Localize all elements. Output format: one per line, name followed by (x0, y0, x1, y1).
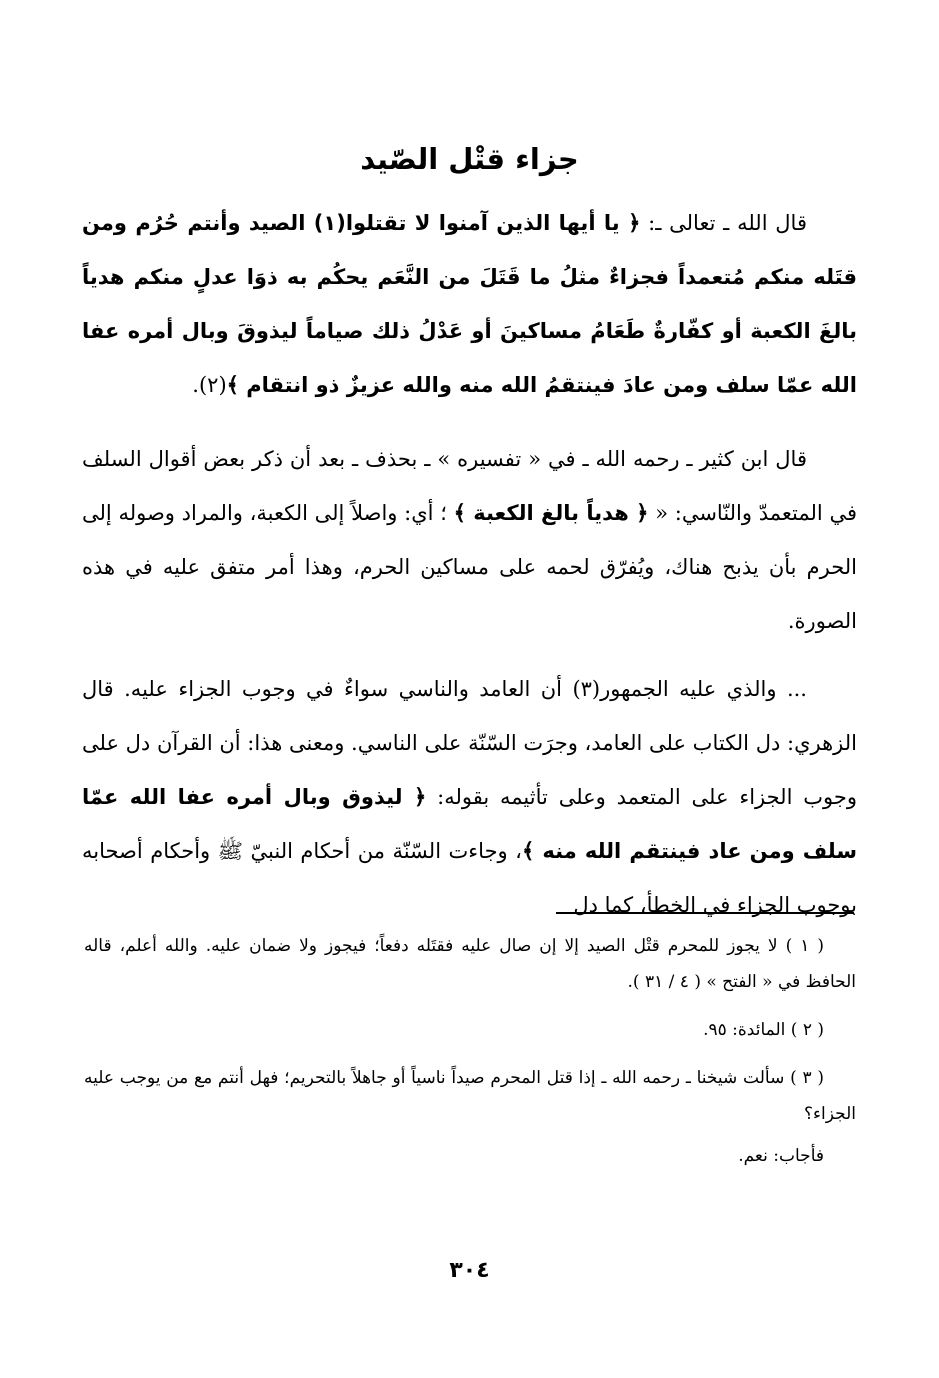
paragraph-text: ... والذي عليه الجمهور(٣) أن العامد والناسي سواءٌ في وجوب الجزاء عليه. قال الزهري: دل الكتاب على العامد، وجرَت السّنّة على الناسي. ومعنى هذا: أن القرآن دل على وجوب الجزاء على المتعمد وعلى تأثيمه بقوله: (82, 677, 857, 809)
verse-intro: قال الله ـ تعالى ـ: (640, 211, 807, 235)
page-number: ٣٠٤ (449, 1258, 490, 1283)
paragraph-ibn-kathir (82, 432, 857, 648)
footnotes (84, 928, 856, 1186)
quran-quote: ﴿ ليذوق وبال أمره عفا الله عمّا سلف ومن عاد فينتقم الله منه ﴾ (82, 785, 857, 863)
paragraph-jumhur (82, 662, 857, 932)
footnote-3-answer: فأجاب: نعم. (738, 1146, 824, 1166)
page-title: جزاء قتْل الصّيد (360, 142, 579, 177)
footnote-2: ( ٢ ) المائدة: ٩٥. (703, 1020, 824, 1040)
paragraph-verse (82, 196, 857, 412)
footnote-3: ( ٣ ) سألت شيخنا ـ رحمه الله ـ إذا قتل المحرم صيداً ناسياً أو جاهلاً بالتحريم؛ فهل أنتم مع من يوجب عليه الجزاء؟ (84, 1068, 856, 1124)
paragraph-text: ، وجاءت السّنّة من أحكام النبيّ ﷺ وأحكام أصحابه بوجوب الجزاء في الخطأ، كما دل (82, 839, 857, 917)
quran-verse: ﴿ يا أيها الذين آمنوا لا تقتلوا(١) الصيد وأنتم حُرُم ومن قتَله منكم مُتعمداً فجزاءٌ مثلُ ما قَتَلَ من النَّعَم يحكُم به ذوَا عدلٍ منكم هدياً بالغَ الكعبة أو كفّارةٌ طَعَامُ مساكينَ أو عَدْلُ ذلك صياماً ليذوقَ وبال أمره عفا الله عمّا سلف ومن عادَ فينتقمُ الله منه والله عزيزٌ ذو انتقام ﴾ (82, 211, 857, 397)
footnote-divider (556, 912, 854, 914)
footnote-1: ( ١ ) لا يجوز للمحرم قتْل الصيد إلا إن صال عليه فقتَله دفعاً؛ فيجوز ولا ضمان عليه. والله أعلم، قاله الحافظ في « الفتح » ( ٤ / ٣١ ). (84, 936, 856, 992)
paragraph-text: قال ابن كثير ـ رحمه الله ـ في « تفسيره » ـ بحذف ـ بعد أن ذكر بعض أقوال السلف في المتعمدّ والنّاسي: « (82, 447, 857, 525)
paragraph-text: ؛ أي: واصلاً إلى الكعبة، والمراد وصوله إلى الحرم بأن يذبح هناك، ويُفرّق لحمه على مساكين الحرم، وهذا أمر متفق عليه في هذه الصورة. (82, 501, 857, 633)
quran-quote: ﴿ هدياً بالغ الكعبة ﴾ (453, 501, 649, 525)
main-text (82, 196, 857, 946)
verse-reference: (٢). (192, 373, 227, 397)
